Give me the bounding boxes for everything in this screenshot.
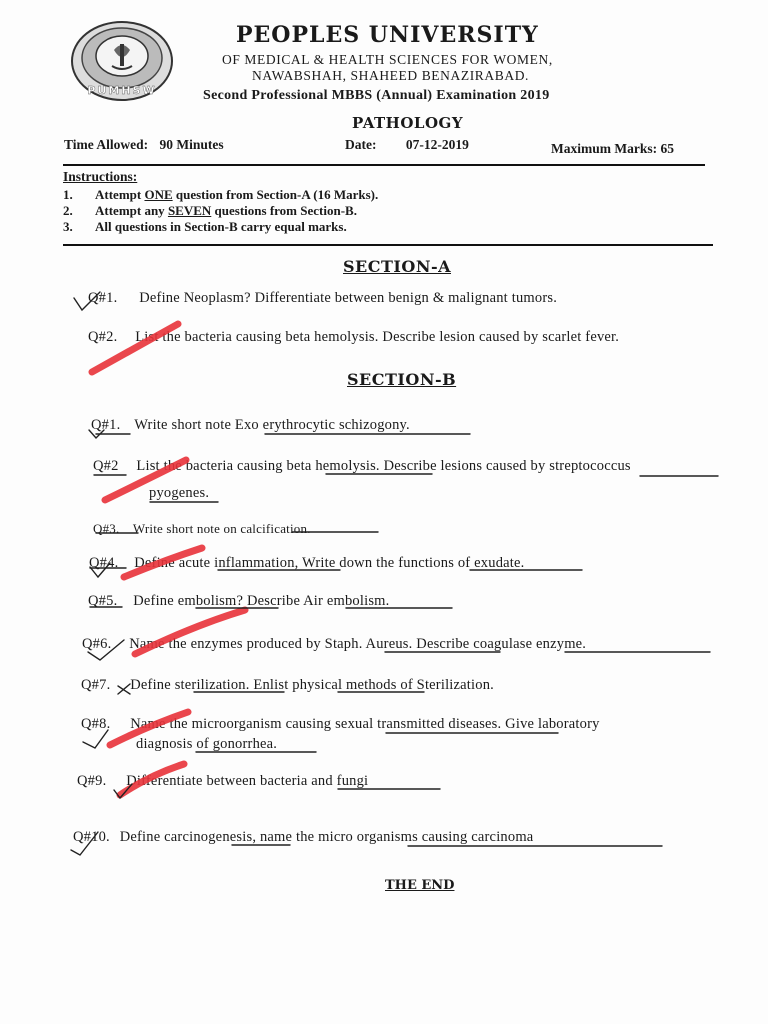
section-b-question-5 xyxy=(88,593,390,610)
university-subtitle-line2: NAWABSHAH, SHAHEED BENAZIRABAD. xyxy=(252,68,530,83)
section-a-question-1 xyxy=(88,290,557,307)
end-marker: THE END xyxy=(385,878,455,893)
university-name: PEOPLES UNIVERSITY xyxy=(236,22,539,48)
section-b-question-1 xyxy=(91,417,410,434)
instructions-title: Instructions: xyxy=(63,169,138,184)
section-b-question-7 xyxy=(81,677,494,694)
question-text: List the bacteria causing beta hemolysis. Describe lesions caused by streptococcus xyxy=(136,458,631,474)
time-allowed-label: Time Allowed: xyxy=(64,137,149,152)
section-b-question-2 xyxy=(93,458,631,475)
question-number: Q#5. xyxy=(88,593,118,609)
section-b-question-3 xyxy=(93,521,311,537)
question-text: Define Neoplasm? Differentiate between benign & malignant tumors. xyxy=(139,290,558,306)
section-b-title: SECTION-B xyxy=(347,370,457,389)
date-label: Date: xyxy=(345,137,377,152)
question-text: Define sterilization. Enlist physical methods of Sterilization. xyxy=(130,677,494,693)
instruction-item: 1. Attempt ONE question from Section-A (16 Marks). xyxy=(63,187,379,202)
section-a-title: SECTION-A xyxy=(343,257,451,276)
time-allowed xyxy=(64,137,224,153)
svg-text:PUMHSW: PUMHSW xyxy=(87,84,157,97)
university-subtitle-line1: OF MEDICAL & HEALTH SCIENCES FOR WOMEN, xyxy=(222,52,553,67)
section-b-question-10 xyxy=(73,829,533,846)
maximum-marks: Maximum Marks: 65 xyxy=(551,141,674,156)
date-value: 07-12-2019 xyxy=(405,137,469,152)
question-text: Name the enzymes produced by Staph. Aureus. Describe coagulase enzyme. xyxy=(129,636,587,652)
section-b-question-9 xyxy=(77,773,368,790)
question-number: Q#1. xyxy=(91,417,121,433)
question-number: Q#6. xyxy=(82,636,112,652)
question-text: Write short note on calcification. xyxy=(132,521,311,536)
university-seal-logo xyxy=(70,20,174,102)
exam-title: Second Professional MBBS (Annual) Examination 2019 xyxy=(203,88,550,103)
question-text: Write short note Exo erythrocytic schizogony. xyxy=(134,417,410,433)
section-b-question-4 xyxy=(89,555,524,572)
instruction-item: 3. All questions in Section-B carry equal marks. xyxy=(63,219,347,234)
question-number: Q#7. xyxy=(81,677,111,693)
question-text: Name the microorganism causing sexual transmitted diseases. Give laboratory xyxy=(130,716,600,732)
section-b-question-6 xyxy=(82,636,586,653)
subject-title: PATHOLOGY xyxy=(352,114,464,132)
question-number: Q#2. xyxy=(88,329,118,345)
question-text: List the bacteria causing beta hemolysis. Describe lesion caused by scarlet fever. xyxy=(135,329,620,345)
section-b-question-8 xyxy=(81,716,600,733)
question-number: Q#8. xyxy=(81,716,111,732)
section-a-question-2 xyxy=(88,329,619,346)
section-b-question-8-continued: diagnosis of gonorrhea. xyxy=(136,736,278,752)
question-text: Define embolism? Describe Air embolism. xyxy=(133,593,390,609)
question-text: Define carcinogenesis, name the micro organisms causing carcinoma xyxy=(119,829,534,845)
question-number: Q#10. xyxy=(73,829,110,845)
question-number: Q#9. xyxy=(77,773,107,789)
question-number: Q#4. xyxy=(89,555,119,571)
instruction-item: 2. Attempt any SEVEN questions from Section-B. xyxy=(63,203,357,218)
section-b-question-2-continued: pyogenes. xyxy=(149,485,210,501)
instructions-divider xyxy=(63,244,713,246)
question-number: Q#3. xyxy=(93,521,120,536)
header-divider xyxy=(63,164,705,166)
question-number: Q#1. xyxy=(88,290,118,306)
time-allowed-value: 90 Minutes xyxy=(159,137,224,152)
question-text: Define acute inflammation, Write down the functions of exudate. xyxy=(134,555,525,571)
exam-date xyxy=(345,137,469,153)
question-number: Q#2 xyxy=(93,458,119,474)
question-text: Differentiate between bacteria and fungi xyxy=(126,773,369,789)
